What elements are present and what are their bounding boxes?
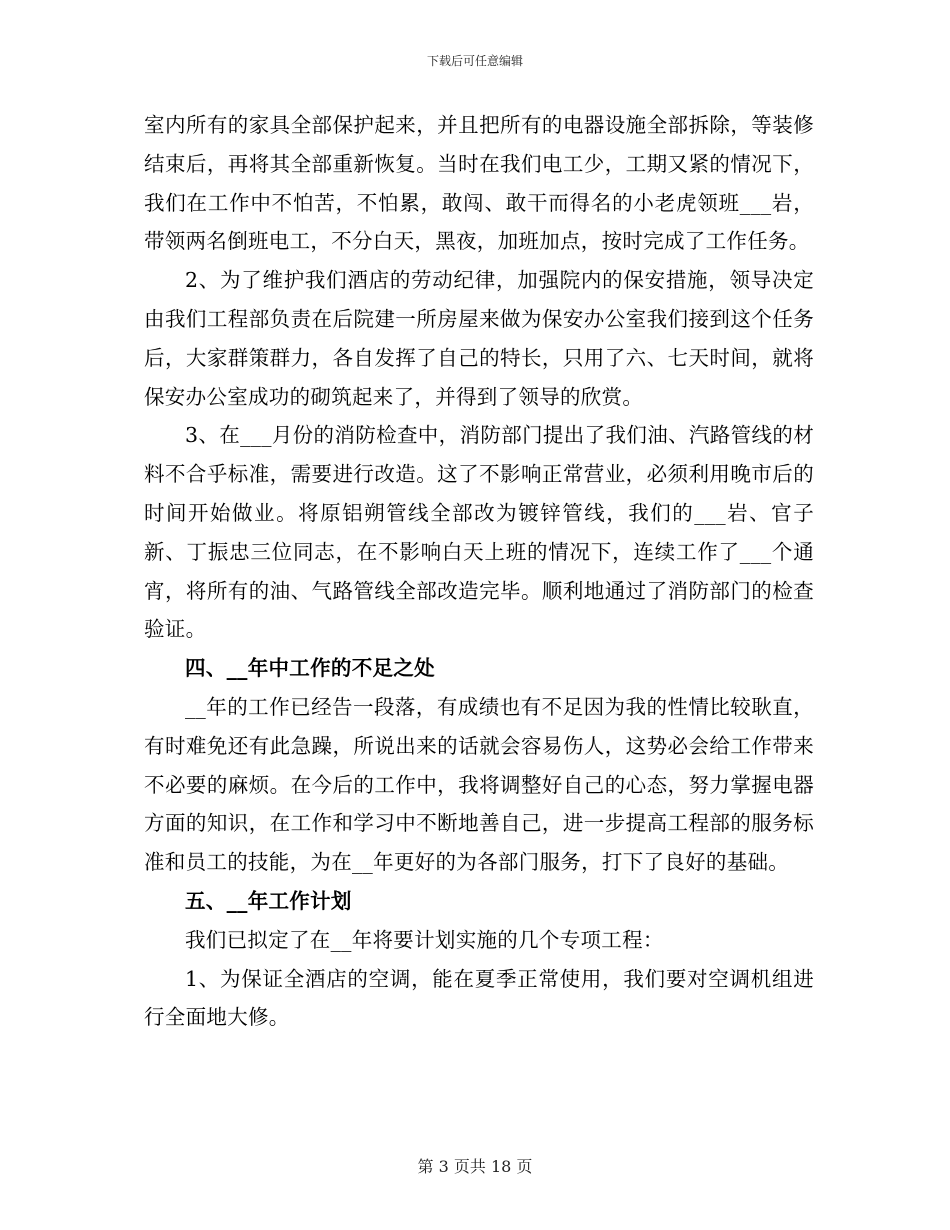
section-heading-4: 四、__年中工作的不足之处 [185,656,435,681]
body-paragraph-5: 我们已拟定了在__年将要计划实施的几个专项工程： [185,927,664,952]
section-heading-5: 五、__年工作计划 [185,888,352,913]
document-body [144,106,814,1037]
body-paragraph-1: 室内所有的家具全部保护起来，并且把所有的电器设施全部拆除，等装修结束后，再将其全部重新恢复。当时在我们电工少，工期又紧的情况下，我们在工作中不怕苦，不怕累，敢闯、敢干而得名的小老虎领班___岩，带领两名倒班电工，不分白天，黑夜，加班加点，按时完成了工作任务。 [144,113,814,254]
body-paragraph-4: __年的工作已经告一段落，有成绩也有不足因为我的性情比较耿直，有时难免还有此急躁，所说出来的话就会容易伤人，这势必会给工作带来不必要的麻烦。在今后的工作中，我将调整好自己的心态，努力掌握电器方面的知识，在工作和学习中不断地善自己，进一步提高工程部的服务标准和员工的技能，为在__年更好的为各部门服务，打下了良好的基础。 [144,694,814,875]
body-paragraph-3: 3、在___月份的消防检查中，消防部门提出了我们油、汽路管线的材料不合乎标准，需要进行改造。这了不影响正常营业，必须利用晚市后的时间开始做业。将原铝朔管线全部改为镀锌管线，我们的___岩、官子新、丁振忠三位同志，在不影响白天上班的情况下，连续工作了___个通宵，将所有的油、气路管线全部改造完毕。顺利地通过了消防部门的检查验证。 [144,423,814,642]
page-header: 下载后可任意编辑 [426,54,523,68]
body-paragraph-6: 1、为保证全酒店的空调，能在夏季正常使用，我们要对空调机组进行全面地大修。 [144,966,814,1030]
body-paragraph-2: 2、为了维护我们酒店的劳动纪律，加强院内的保安措施，领导决定由我们工程部负责在后院建一所房屋来做为保安办公室我们接到这个任务后，大家群策群力，各自发挥了自己的特长，只用了六、七天时间，就将保安办公室成功的砌筑起来了，并得到了领导的欣赏。 [144,268,814,409]
page-number-footer: 第 3 页共 18 页 [417,1157,533,1176]
